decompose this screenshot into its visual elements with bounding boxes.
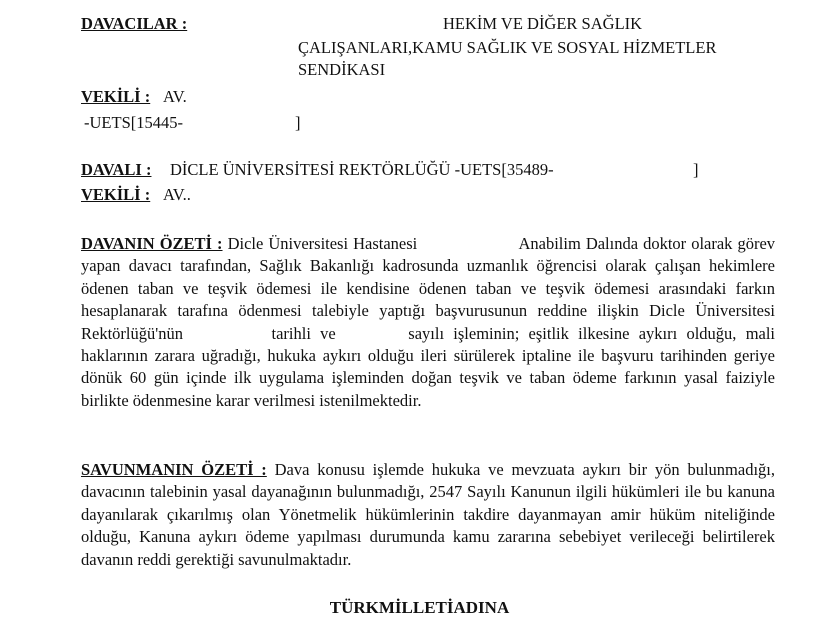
plaintiff-counsel-value: AV. <box>163 87 187 106</box>
defendant-counsel-label: VEKİLİ : <box>81 185 151 204</box>
redacted-blank <box>345 329 399 341</box>
defense-summary-paragraph <box>81 459 775 571</box>
plaintiff-counsel-label: VEKİLİ : <box>81 87 151 106</box>
redacted-blank <box>192 329 262 341</box>
case-summary-text-b: Anabilim Dalında doktor olarak görev yapan davacı tarafından, Sağlık Bakanlığı kadrosunda uzmanlık öğrencisi olarak çalışan hekimlere ödenen taban ve teşvik ödemesi ile kendisine ödenen taban ve teşvik ödemesi arasındaki farkın hesaplanarak tarafına ödenmesi talebiyle yaptığı başvurusunun reddine ilişkin Dicle Üniversitesi Rektörlüğü'nün <box>81 234 776 343</box>
defendant-value: DİCLE ÜNİVERSİTESİ REKTÖRLÜĞÜ -UETS[35489- <box>170 160 554 179</box>
plaintiffs-label: DAVACILAR : <box>81 14 188 33</box>
defendant-uets-close: ] <box>693 160 699 179</box>
case-summary-text-d: sayılı işleminin; eşitlik ilkesine aykırı olduğu, mali haklarının zarara uğradığı, hukuka aykırı olduğu ileri sürülerek iptaline ile başvuru tarihinden geriye dönük 60 gün içinde ilk uygulama işleminden doğan teşvik ve taban ödeme farkının yasal faiziyle birlikte ödenmesine karar verilmesi istenilmektedir. <box>81 323 776 410</box>
defendant-counsel-value: AV.. <box>163 185 191 204</box>
case-summary-text-a: Dicle Üniversitesi Hastanesi <box>227 234 418 253</box>
plaintiffs-line1: HEKİM VE DİĞER SAĞLIK <box>443 14 643 33</box>
case-summary-label: DAVANIN ÖZETİ : <box>81 234 223 253</box>
redacted-blank <box>422 239 514 251</box>
footer-title: TÜRKMİLLETİADINA <box>329 598 510 617</box>
case-summary-paragraph <box>81 233 775 412</box>
plaintiff-uets-close: ] <box>295 113 301 132</box>
defendant-label: DAVALI : <box>81 160 152 179</box>
defense-summary-label: SAVUNMANIN ÖZETİ : <box>81 460 267 479</box>
case-summary-text-c: tarihli ve <box>271 323 336 343</box>
defense-summary-text: Dava konusu işlemde hukuka ve mevzuata aykırı bir yön bulunmadığı, davacının talebinin yasal dayanağının bulunmadığı, 2547 Sayılı Kanunun ilgili hükümleri ile bu kanuna dayanılarak çıkarılmış olan Yönetmelik hükümlerinin takdire dayanmayan amir hüküm niteliğinde olduğu, Kanuna aykırı ödeme yapılması durumunda kamu zararına sebebiyet verileceği belirtilerek davanın reddi gerektiği savunulmaktadır. <box>81 460 775 569</box>
plaintiff-uets: -UETS[15445- <box>84 113 183 132</box>
plaintiffs-line2: ÇALIŞANLARI,KAMU SAĞLIK VE SOSYAL HİZMETLER <box>298 38 717 57</box>
plaintiffs-line3: SENDİKASI <box>298 60 386 79</box>
